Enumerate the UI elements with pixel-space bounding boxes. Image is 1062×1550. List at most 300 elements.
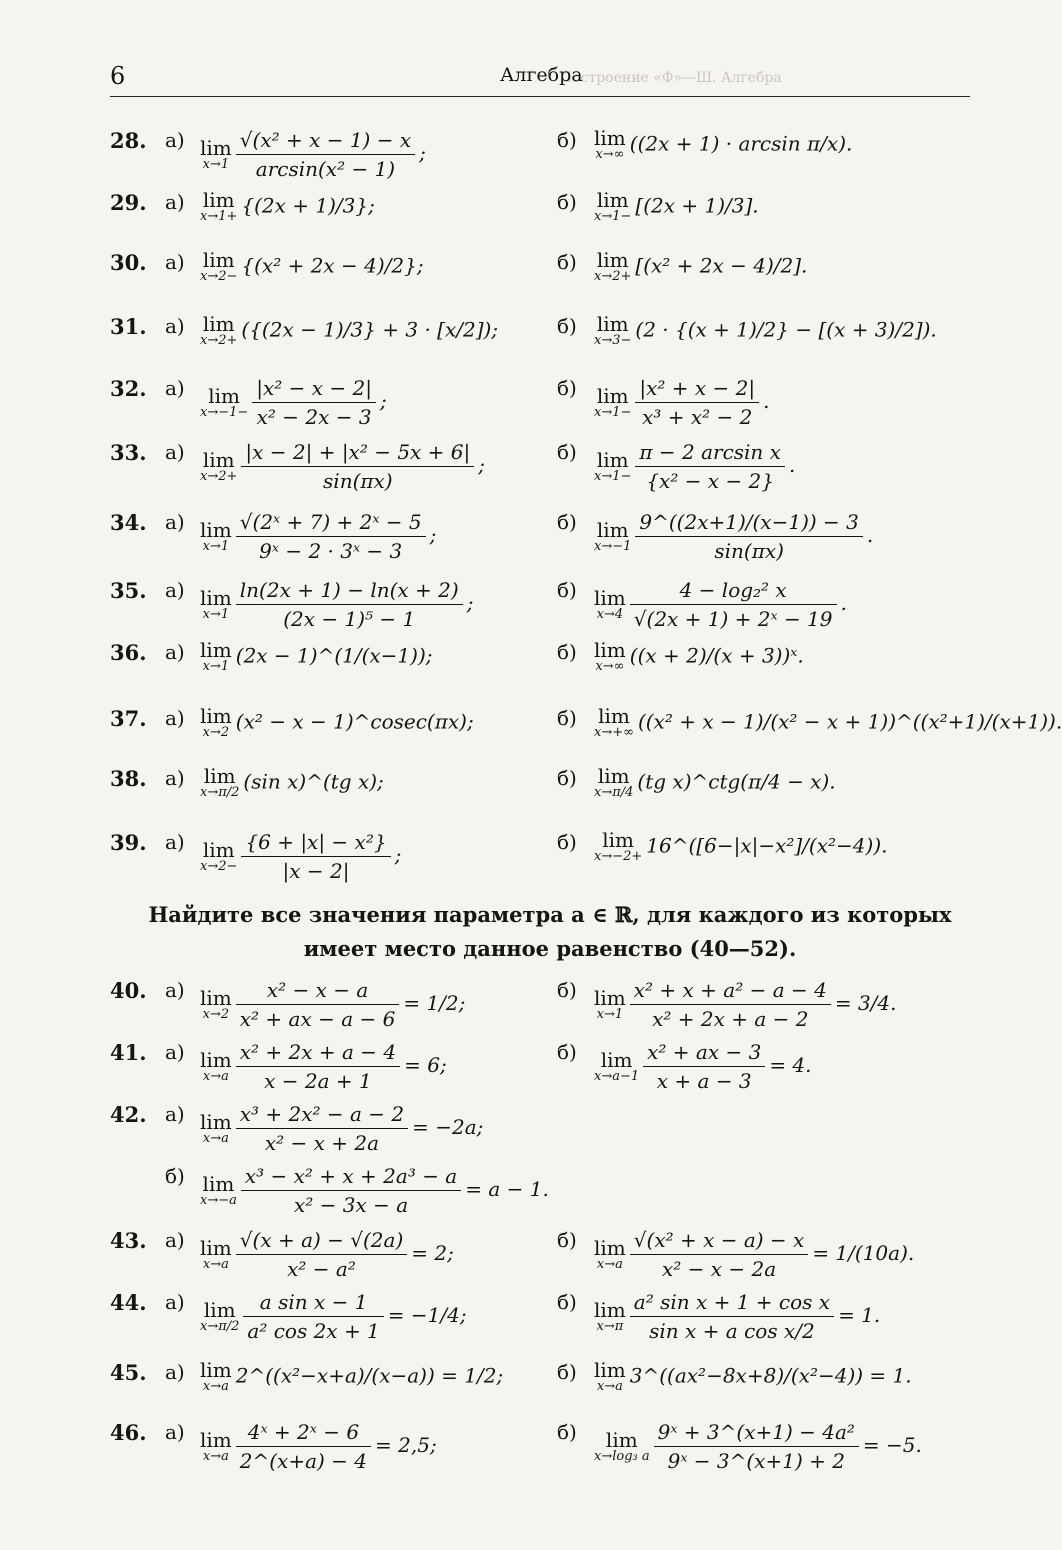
part-a-label: а) [165,128,185,152]
page-number: 6 [110,62,126,90]
lim-subscript: x→1− [594,404,632,420]
lim-operator [200,985,232,1022]
lim-word: lim [594,1235,626,1260]
problem-b-expression [594,190,759,224]
lim-operator [594,640,626,674]
lim-word: lim [202,248,235,272]
part-b-label: б) [557,978,577,1002]
part-a-label: а) [165,250,185,274]
running-header [110,60,970,97]
fraction [630,978,831,1031]
lim-word: lim [203,764,236,788]
lim-operator [200,250,237,284]
fraction-numerator: a sin x − 1 [243,1290,383,1317]
lim-word: lim [200,517,232,542]
lim-subscript: x→1− [594,468,632,484]
problem-number: 32. [110,376,147,401]
problem-number: 33. [110,440,147,465]
fraction [635,510,862,563]
fraction [236,978,400,1031]
problem-number: 44. [110,1290,147,1315]
lim-word: lim [594,1297,626,1322]
problem-number: 30. [110,250,147,275]
problem-b-expression [594,578,847,631]
expression-tail: = 6; [404,1053,447,1077]
problem-number: 40. [110,978,147,1003]
lim-word: lim [596,188,629,212]
lim-subscript: x→−1− [200,404,249,420]
lim-word: lim [200,585,232,610]
problem-a-expression [200,1420,437,1473]
lim-subscript: x→−2+ [594,849,643,864]
expression-tail: = 2; [411,1241,454,1265]
fraction-numerator: |x² − x − 2| [252,376,376,403]
lim-operator [200,383,249,420]
lim-operator [594,706,634,740]
lim-word: lim [602,828,635,852]
problem-a-expression [200,1164,549,1217]
part-b-label: б) [557,440,577,464]
task-statement [110,898,990,966]
lim-subscript: x→1 [202,538,230,554]
fraction-denominator: 2^(x+a) − 4 [239,1449,368,1473]
lim-operator [200,447,238,484]
problem-b-expression [594,1420,922,1473]
expression-tail: = 3/4. [834,991,897,1015]
lim-word: lim [200,1427,232,1452]
problem-b-expression [594,978,897,1031]
fraction [236,1102,408,1155]
fraction-denominator: x² − a² [287,1257,356,1281]
header-title: Алгебра [500,64,583,86]
part-a-label: а) [165,1290,185,1314]
problem-a-expression [200,706,474,740]
fraction-numerator: x² − x − a [236,978,400,1005]
problem-b-expression [594,128,852,162]
expression-tail: = 1/(10a). [812,1241,915,1265]
problem-b-expression [594,440,795,493]
part-b-label: б) [557,706,577,730]
problem-a-expression [200,578,473,631]
lim-subscript: x→2 [202,1006,230,1022]
lim-operator [200,706,232,740]
lim-word: lim [202,837,235,862]
lim-operator [594,190,631,224]
expression-tail: = 1/2; [403,991,466,1015]
fraction-denominator: sin(πx) [323,469,393,493]
problem-a-expression [200,376,387,429]
lim-subscript: x→+∞ [594,725,634,740]
expression-tail: = −1/4; [387,1303,467,1327]
lim-word: lim [596,383,629,408]
expression-body: (sin x)^(tg x); [243,769,384,794]
fraction-denominator: {x² − x − 2} [646,469,775,493]
task-line-2: имеет место данное равенство (40—52). [303,936,797,961]
lim-subscript: x→1 [202,659,230,674]
lim-operator [594,314,631,348]
lim-operator [594,1235,626,1272]
expression-body: ((x² + x − 1)/(x² − x + 1))^((x²+1)/(x+1)). [637,709,1062,734]
part-a-label: а) [165,1102,185,1126]
expression-tail: = 2,5; [375,1433,437,1457]
lim-subscript: x→2+ [200,333,238,348]
problem-a-expression [200,978,465,1031]
expression-tail: . [840,591,847,615]
fraction-numerator: a² sin x + 1 + cos x [630,1290,834,1317]
part-b-label: б) [557,510,577,534]
fraction-numerator: |x² + x − 2| [635,376,759,403]
fraction [630,1228,809,1281]
lim-operator [594,128,626,162]
lim-operator [594,830,642,864]
problem-b-expression [594,766,836,800]
lim-subscript: x→−a [200,1192,237,1208]
part-a-label: а) [165,510,185,534]
problem-number: 46. [110,1420,147,1445]
lim-subscript: x→a [202,1256,229,1272]
lim-operator [200,1047,232,1084]
lim-subscript: x→log₃ a [594,1448,650,1464]
fraction-numerator: x² + x + a² − a − 4 [630,978,831,1005]
part-b-label: б) [557,1290,577,1314]
problem-number: 28. [110,128,147,153]
expression-tail: . [866,523,874,547]
lim-operator [200,135,232,172]
lim-word: lim [200,1047,232,1072]
expression-body: ((x + 2)/(x + 3))ˣ. [629,643,804,668]
lim-operator [594,985,626,1022]
fraction-numerator: x² + ax − 3 [643,1040,765,1067]
fraction-numerator: ln(2x + 1) − ln(x + 2) [236,578,463,605]
lim-operator [200,585,232,622]
lim-word: lim [200,1235,232,1260]
lim-subscript: x→1− [594,209,632,224]
fraction [236,128,415,181]
lim-word: lim [596,312,629,336]
fraction-denominator: sin x + a cos x/2 [649,1319,815,1343]
lim-operator [200,640,232,674]
lim-subscript: x→π [596,1318,624,1334]
expression-body: ((2x + 1) · arcsin π/x). [629,131,853,156]
fraction [635,440,785,493]
lim-subscript: x→a [596,1379,623,1394]
lim-operator [594,447,632,484]
lim-subscript: x→1 [202,156,230,172]
lim-operator [200,314,237,348]
lim-operator [594,517,632,554]
fraction-numerator: |x − 2| + |x² − 5x + 6| [241,440,474,467]
fraction-denominator: x² − 3x − a [293,1193,409,1217]
expression-tail: . [788,453,796,477]
fraction-numerator: x³ − x² + x + 2a³ − a [241,1164,461,1191]
fraction-denominator: sin(πx) [714,539,784,563]
lim-word: lim [208,383,241,408]
fraction-denominator: 9ˣ − 3^(x+1) + 2 [667,1449,845,1473]
lim-subscript: x→a [596,1256,623,1272]
expression-tail: = −5. [862,1433,922,1457]
part-a-label: а) [165,978,185,1002]
fraction-denominator: |x − 2| [282,859,350,883]
lim-word: lim [594,1358,626,1382]
lim-operator [200,766,239,800]
lim-subscript: x→3− [594,333,632,348]
lim-word: lim [200,1109,232,1134]
part-a-label: а) [165,1360,185,1384]
problem-b-expression [594,640,804,674]
lim-operator [594,1360,626,1394]
fraction-denominator: x² − x + 2a [264,1131,380,1155]
fraction [241,440,474,493]
problem-number: 43. [110,1228,147,1253]
lim-operator [594,1047,640,1084]
fraction [643,1040,765,1093]
problem-number: 35. [110,578,147,603]
lim-word: lim [594,985,626,1010]
problem-b-expression [594,1228,914,1281]
part-b-label: б) [557,314,577,338]
fraction-denominator: x² + ax − a − 6 [239,1007,396,1031]
expression-body: (x² − x − 1)^cosec(πx); [235,709,474,734]
fraction [236,1040,400,1093]
problem-b-expression [594,1040,812,1093]
lim-subscript: x→π/2 [200,785,240,800]
problem-number: 36. [110,640,147,665]
expression-body: (2x − 1)^(1/(x−1)); [235,643,433,668]
problem-a-expression [200,190,375,224]
lim-operator [594,1427,650,1464]
part-a-label: а) [165,766,185,790]
expression-body: (2 · {(x + 1)/2} − [(x + 3)/2]). [635,317,937,342]
expression-body: {(2x + 1)/3}; [241,193,375,218]
fraction [635,376,759,429]
lim-word: lim [605,1427,638,1452]
fraction-numerator: √(x² + x − 1) − x [236,128,415,155]
part-b-label: б) [557,766,577,790]
problem-b-expression [594,250,807,284]
fraction [654,1420,859,1473]
problem-number: 34. [110,510,147,535]
expression-tail: . [763,389,770,413]
problem-b-expression [594,1360,912,1394]
problem-b-expression [594,1290,880,1343]
expression-body: {(x² + 2x − 4)/2}; [241,253,424,278]
lim-word: lim [200,704,232,728]
part-a-label: а) [165,578,185,602]
fraction [630,578,837,631]
part-b-label: б) [557,1360,577,1384]
lim-subscript: x→2 [202,725,230,740]
problem-b-expression [594,376,769,429]
problem-a-expression [200,1040,447,1093]
expression-tail: = 4. [769,1053,812,1077]
part-a-label: а) [165,640,185,664]
lim-subscript: x→a [202,1130,229,1146]
problem-number: 39. [110,830,147,855]
problem-number: 41. [110,1040,147,1065]
fraction-numerator: π − 2 arcsin x [635,440,785,467]
expression-body: 3^((ax²−8x+8)/(x²−4)) = 1. [629,1363,912,1388]
part-a-label: а) [165,1420,185,1444]
problem-a-expression [200,766,384,800]
fraction [252,376,376,429]
lim-subscript: x→−1 [594,538,632,554]
lim-subscript: x→a [202,1068,229,1084]
fraction-denominator: arcsin(x² − 1) [255,157,396,181]
lim-subscript: x→a−1 [594,1068,640,1084]
lim-word: lim [596,447,629,472]
problem-a-expression [200,640,433,674]
problem-b-expression [594,314,937,348]
lim-subscript: x→4 [596,606,624,622]
lim-operator [200,1171,237,1208]
problem-a-expression [200,1290,467,1343]
lim-operator [200,1235,232,1272]
part-a-label: а) [165,830,185,854]
fraction-denominator: x − 2a + 1 [264,1069,372,1093]
part-b-label: б) [557,578,577,602]
lim-word: lim [202,1171,235,1196]
problem-a-expression [200,510,436,563]
lim-subscript: x→a [202,1379,229,1394]
expression-tail: ; [380,389,387,413]
part-a-label: б) [165,1164,185,1188]
expression-body: (tg x)^ctg(π/4 − x). [637,769,836,794]
lim-word: lim [596,517,629,542]
lim-operator [594,766,633,800]
part-b-label: б) [557,190,577,214]
lim-word: lim [203,1297,236,1322]
part-a-label: а) [165,1228,185,1252]
problem-b-expression [594,510,873,563]
problem-number: 38. [110,766,147,791]
fraction-numerator: 4 − log₂² x [630,578,837,605]
part-a-label: а) [165,376,185,400]
problem-a-expression [200,1360,503,1394]
fraction-denominator: x² − 2x − 3 [256,405,372,429]
lim-subscript: x→∞ [595,659,625,674]
expression-tail: ; [394,843,402,867]
lim-subscript: x→2− [200,858,238,874]
problem-number: 45. [110,1360,147,1385]
problem-b-expression [594,830,887,864]
lim-word: lim [596,248,629,272]
lim-word: lim [594,638,626,662]
fraction-denominator: √(2x + 1) + 2ˣ − 19 [633,607,833,631]
expression-body: 2^((x²−x+a)/(x−a)) = 1/2; [235,1363,504,1388]
fraction [241,830,390,883]
fraction-numerator: 9^((2x+1)/(x−1)) − 3 [635,510,862,537]
problem-a-expression [200,830,401,883]
lim-operator [200,1297,240,1334]
expression-tail: ; [429,523,437,547]
lim-subscript: x→π/2 [200,1318,240,1334]
lim-word: lim [200,638,232,662]
part-b-label: б) [557,830,577,854]
lim-word: lim [597,764,630,788]
expression-tail: ; [419,141,426,165]
problem-number: 42. [110,1102,147,1127]
part-b-label: б) [557,1420,577,1444]
problem-a-expression [200,314,498,348]
bleed-through-text: Построение «Ф»—Ш. Алгебра [560,70,782,86]
problem-number: 29. [110,190,147,215]
lim-operator [594,1297,626,1334]
fraction [236,1420,371,1473]
lim-word: lim [600,1047,633,1072]
lim-operator [200,1109,232,1146]
lim-operator [594,250,631,284]
lim-word: lim [200,135,232,160]
lim-word: lim [202,447,235,472]
part-b-label: б) [557,1040,577,1064]
expression-tail: = a − 1. [465,1177,549,1201]
problem-number: 31. [110,314,147,339]
fraction-denominator: a² cos 2x + 1 [247,1319,380,1343]
fraction-denominator: x² − x − 2a [661,1257,777,1281]
fraction-denominator: x + a − 3 [656,1069,752,1093]
fraction-numerator: √(x² + x − a) − x [630,1228,809,1255]
lim-word: lim [202,312,235,336]
lim-operator [200,837,238,874]
expression-tail: ; [466,591,474,615]
fraction-numerator: 9ˣ + 3^(x+1) − 4a² [654,1420,859,1447]
expression-body: 16^([6−|x|−x²]/(x²−4)). [646,833,888,858]
expression-body: [(2x + 1)/3]. [635,193,759,218]
expression-body: ({(2x − 1)/3} + 3 · [x/2]); [241,317,499,342]
part-b-label: б) [557,250,577,274]
part-a-label: а) [165,190,185,214]
part-b-label: б) [557,640,577,664]
part-a-label: а) [165,706,185,730]
part-a-label: а) [165,440,185,464]
fraction-numerator: x² + 2x + a − 4 [236,1040,400,1067]
lim-word: lim [200,985,232,1010]
lim-subscript: x→2+ [594,269,632,284]
lim-subscript: x→π/4 [594,785,634,800]
problem-a-expression [200,1102,483,1155]
problem-a-expression [200,1228,454,1281]
fraction [630,1290,834,1343]
lim-operator [200,517,232,554]
fraction-denominator: 9ˣ − 2 · 3ˣ − 3 [259,539,403,563]
part-b-label: б) [557,128,577,152]
lim-subscript: x→a [202,1448,229,1464]
part-b-label: б) [557,376,577,400]
fraction-numerator: √(2ˣ + 7) + 2ˣ − 5 [236,510,426,537]
lim-word: lim [594,585,626,610]
problem-a-expression [200,128,426,181]
fraction-denominator: x² + 2x + a − 2 [652,1007,809,1031]
lim-subscript: x→∞ [595,147,625,162]
expression-tail: = −2a; [412,1115,484,1139]
problem-b-expression [594,706,1062,740]
lim-operator [200,1360,232,1394]
lim-operator [594,383,632,420]
fraction [236,1228,408,1281]
problem-a-expression [200,250,424,284]
lim-operator [200,190,237,224]
lim-subscript: x→1 [596,1006,624,1022]
fraction [236,578,463,631]
part-a-label: а) [165,314,185,338]
fraction-numerator: {6 + |x| − x²} [241,830,390,857]
expression-tail: = 1. [838,1303,881,1327]
fraction [236,510,426,563]
fraction-denominator: (2x − 1)⁵ − 1 [283,607,416,631]
fraction-denominator: x³ + x² − 2 [642,405,753,429]
task-line-1: Найдите все значения параметра a ∈ ℝ, для каждого из которых [148,902,952,927]
part-b-label: б) [557,1228,577,1252]
